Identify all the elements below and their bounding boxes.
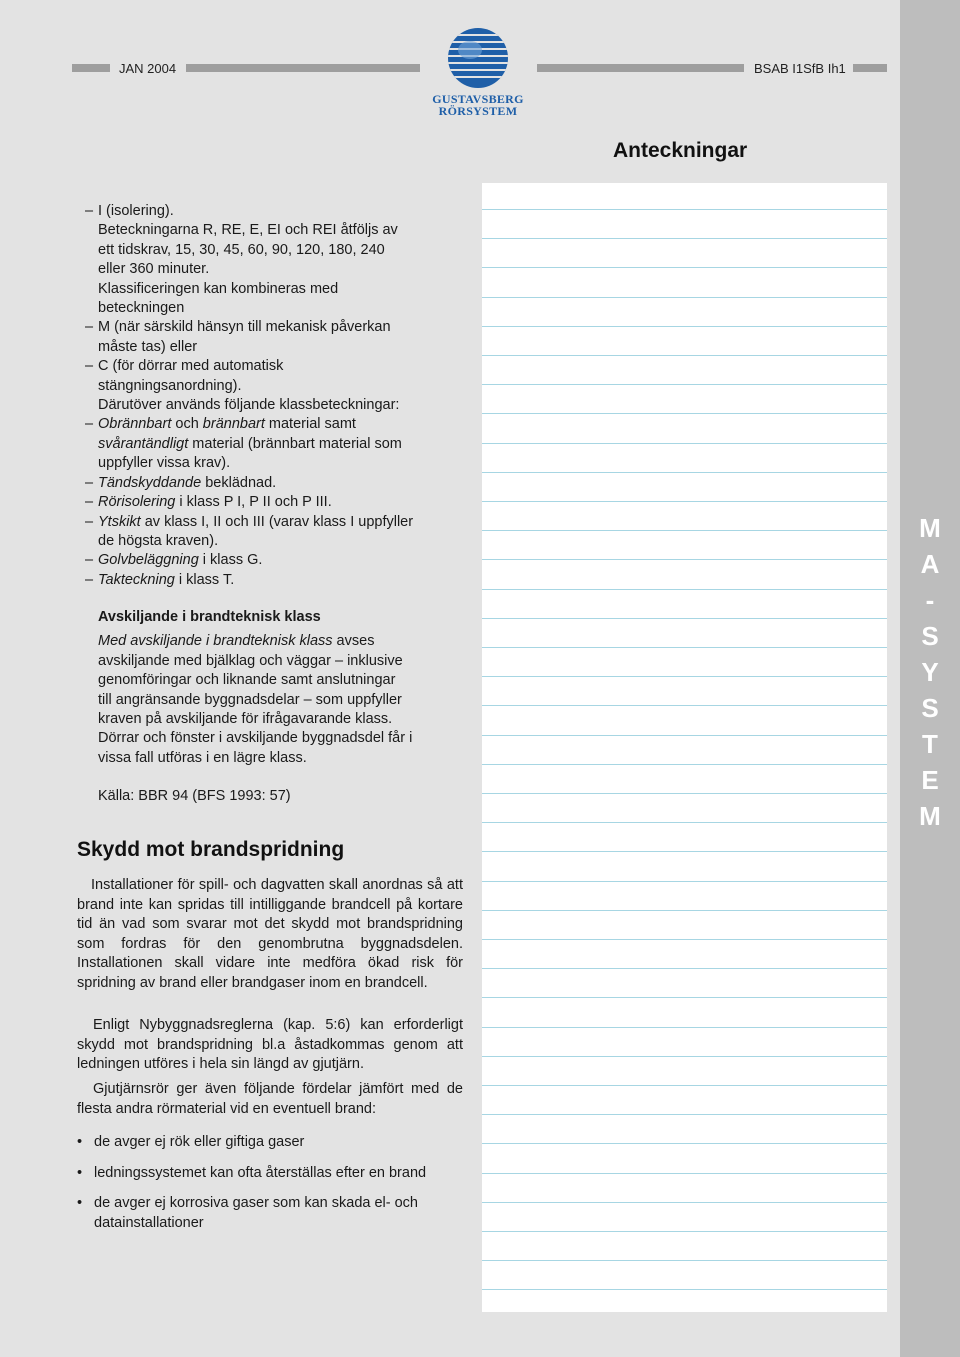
bullet-icon: • [77, 1164, 83, 1181]
list-text: material samt [264, 416, 356, 433]
notes-rule [482, 968, 887, 969]
list-item: eller 360 minuter. [98, 261, 210, 278]
sidebar-letter: - [925, 585, 935, 615]
notes-rule [482, 209, 887, 210]
para-line: vissa fall utföras i en lägre klass. [98, 749, 307, 766]
notes-rule [482, 355, 887, 356]
notes-rule [482, 676, 887, 677]
notes-rule [482, 881, 887, 882]
sidebar-letter: Y [921, 657, 939, 687]
term-rorisolering: Rörisolering [98, 494, 176, 511]
notes-rule [482, 1231, 887, 1232]
list-item: de högsta kraven). [98, 532, 219, 549]
notes-rule [482, 939, 887, 940]
notes-rule [482, 735, 887, 736]
notes-rule [482, 618, 887, 619]
sidebar-letter: M [919, 801, 941, 831]
notes-rule [482, 589, 887, 590]
notes-rule [482, 413, 887, 414]
notes-rule [482, 997, 887, 998]
list-item: uppfyller vissa krav). [98, 455, 231, 472]
notes-rule [482, 647, 887, 648]
list-item: beteckningen [98, 300, 185, 317]
header-bar [72, 64, 110, 72]
notes-rule [482, 764, 887, 765]
list-item: M (när särskild hänsyn till mekanisk påverkan [98, 319, 391, 336]
list-item [77, 1164, 477, 1184]
gustavsberg-logo [430, 26, 526, 117]
notes-rule [482, 267, 887, 268]
paragraph-2: Enligt Nybyggnadsreglerna (kap. 5:6) kan erforderligt skydd mot brandspridning bl.a åstadkommas genom att ledningen utföres i hela sin längd av gjutjärn. [77, 1017, 463, 1073]
sidebar-letter: T [922, 729, 938, 759]
notes-rule [482, 1289, 887, 1290]
separating-section [77, 608, 465, 807]
para-line: genomföringar och liknande samt anslutningar [98, 672, 396, 689]
notes-rule [482, 501, 887, 502]
term-takteckning: Takteckning [98, 571, 175, 588]
logo-line-1: GUSTAVSBERG [432, 92, 524, 106]
notes-rule [482, 822, 887, 823]
header-date: JAN 2004 [119, 61, 177, 76]
notes-rule [482, 1056, 887, 1057]
term-tandskyddande: Tändskyddande [98, 474, 202, 491]
notes-rule [482, 384, 887, 385]
list-text: och [171, 416, 203, 433]
notes-rule [482, 530, 887, 531]
notes-rule [482, 1114, 887, 1115]
term-golvbelaggning: Golvbeläggning [98, 552, 199, 569]
list-text: material (brännbart material som [188, 435, 402, 452]
notes-rule [482, 472, 887, 473]
list-item: stängningsanordning). [98, 377, 242, 394]
notes-rule [482, 238, 887, 239]
para-line: till angränsande byggnadsdelar – som uppfyller [98, 691, 402, 708]
bullet-icon: • [77, 1195, 83, 1212]
notes-rule [482, 443, 887, 444]
header-bar [537, 64, 744, 72]
sidebar-letter: E [921, 765, 939, 795]
list-text: i klass P I, P II och P III. [175, 494, 332, 511]
notes-rule [482, 1202, 887, 1203]
para-line: kraven på avskiljande för ifrågavarande klass. [98, 711, 393, 728]
sidebar-letter: S [921, 621, 939, 651]
notes-rule [482, 559, 887, 560]
notes-rule [482, 1260, 887, 1261]
notes-rule [482, 705, 887, 706]
bullet-text: de avger ej rök eller giftiga gaser [94, 1134, 305, 1150]
para-text: avses [332, 633, 375, 650]
term-brannbart: brännbart [202, 416, 265, 433]
bullet-text: de avger ej korrosiva gaser som kan skada el- och datainstallationer [94, 1195, 418, 1231]
sidebar-letter: A [920, 549, 940, 579]
bullet-text: ledningssystemet kan ofta återställas efter en brand [94, 1164, 427, 1181]
source-citation: Källa: BBR 94 (BFS 1993: 57) [98, 788, 291, 805]
notes-rule [482, 1027, 887, 1028]
list-item: Därutöver används följande klassbeteckningar: [98, 397, 400, 414]
term-obrannbart: Obrännbart [98, 416, 172, 433]
notes-rule [482, 326, 887, 327]
logo-line-2: RÖRSYSTEM [438, 104, 518, 118]
vertical-system-word [900, 510, 960, 834]
list-text: av klass I, II och III (varav klass I uppfyller [140, 513, 414, 530]
bullet-icon: • [77, 1134, 83, 1150]
list-text: beklädnad. [201, 474, 277, 491]
term-ytskikt: Ytskikt [98, 513, 141, 530]
notes-rule [482, 1143, 887, 1144]
list-item: måste tas) eller [98, 338, 198, 355]
term-svarantandligt: svårantändligt [98, 435, 189, 452]
notes-rule [482, 1173, 887, 1174]
header-bar [853, 64, 887, 72]
list-item: I (isolering). [98, 203, 174, 219]
list-item: ett tidskrav, 15, 30, 45, 60, 90, 120, 180, 240 [98, 241, 385, 258]
list-item [77, 1194, 469, 1233]
term-avskiljande: Med avskiljande i brandteknisk klass [98, 633, 333, 650]
notes-panel[interactable] [482, 183, 887, 1312]
globe-icon [430, 26, 526, 88]
notes-rule [482, 910, 887, 911]
list-item: C (för dörrar med automatisk [98, 358, 284, 375]
subheading: Avskiljande i brandteknisk klass [98, 609, 321, 625]
header-code: BSAB I1SfB Ih1 [754, 61, 846, 76]
section-title: Skydd mot brandspridning [77, 838, 345, 861]
list-item: Beteckningarna R, RE, E, EI och REI åtföljs av [98, 222, 398, 239]
sidebar-letter: S [921, 693, 939, 723]
sidebar-letter: M [919, 513, 941, 543]
paragraph-3: Gjutjärnsrör ger även följande fördelar jämfört med de flesta andra rörmaterial vid en eventuell brand: [77, 1081, 463, 1117]
header-bar [186, 64, 420, 72]
list-item [77, 1133, 477, 1153]
paragraph-1: Installationer för spill- och dagvatten skall anordnas så att brand inte kan spridas till intilliggande brandcell på kortare tid än vad som svarar mot det skydd mot brandspridning som fordras för den genombrutna byggnadsdelen. Installationen skall vidare inte medföra ökad risk för spridning av brand eller brandgaser inom en brandcell. [77, 877, 463, 991]
para-line: avskiljande med bjälklag och väggar – inklusive [98, 652, 403, 669]
notes-rule [482, 297, 887, 298]
list-item: Klassificeringen kan kombineras med [98, 280, 339, 297]
notes-rule [482, 1085, 887, 1086]
list-text: i klass G. [198, 552, 263, 569]
para-line: Dörrar och fönster i avskiljande byggnadsdel får i [98, 730, 413, 747]
list-text: i klass T. [174, 571, 235, 588]
advantages-list [77, 1133, 477, 1233]
classification-list: – I (isolering). Beteckningarna R, RE, E, EI och REI åtföljs av ett tidskrav, 15, 30, 45, 60, 90, 120, 180, 240 eller 360 minuter. Klassificeringen kan kombineras med beteckningen – M (när särskild hänsyn till mekanisk påverkan måste tas) eller – C (för dörrar med automatisk stängningsanordning). Därutöver används följande klassbeteckningar: – Obrännbart och brännbart material samt svårantändligt material (brännbart material som uppfyller vissa krav). – Tändskyddande beklädnad. – Rörisolering i klass P I, P II och P III. – Ytskikt av klass I, II och III (varav klass I uppfyller de högsta kraven). – Golvbeläggning i klass G. – Takteckning i klass T. [77, 202, 465, 590]
notes-rule [482, 793, 887, 794]
notes-title: Anteckningar [613, 139, 748, 162]
notes-rule [482, 851, 887, 852]
